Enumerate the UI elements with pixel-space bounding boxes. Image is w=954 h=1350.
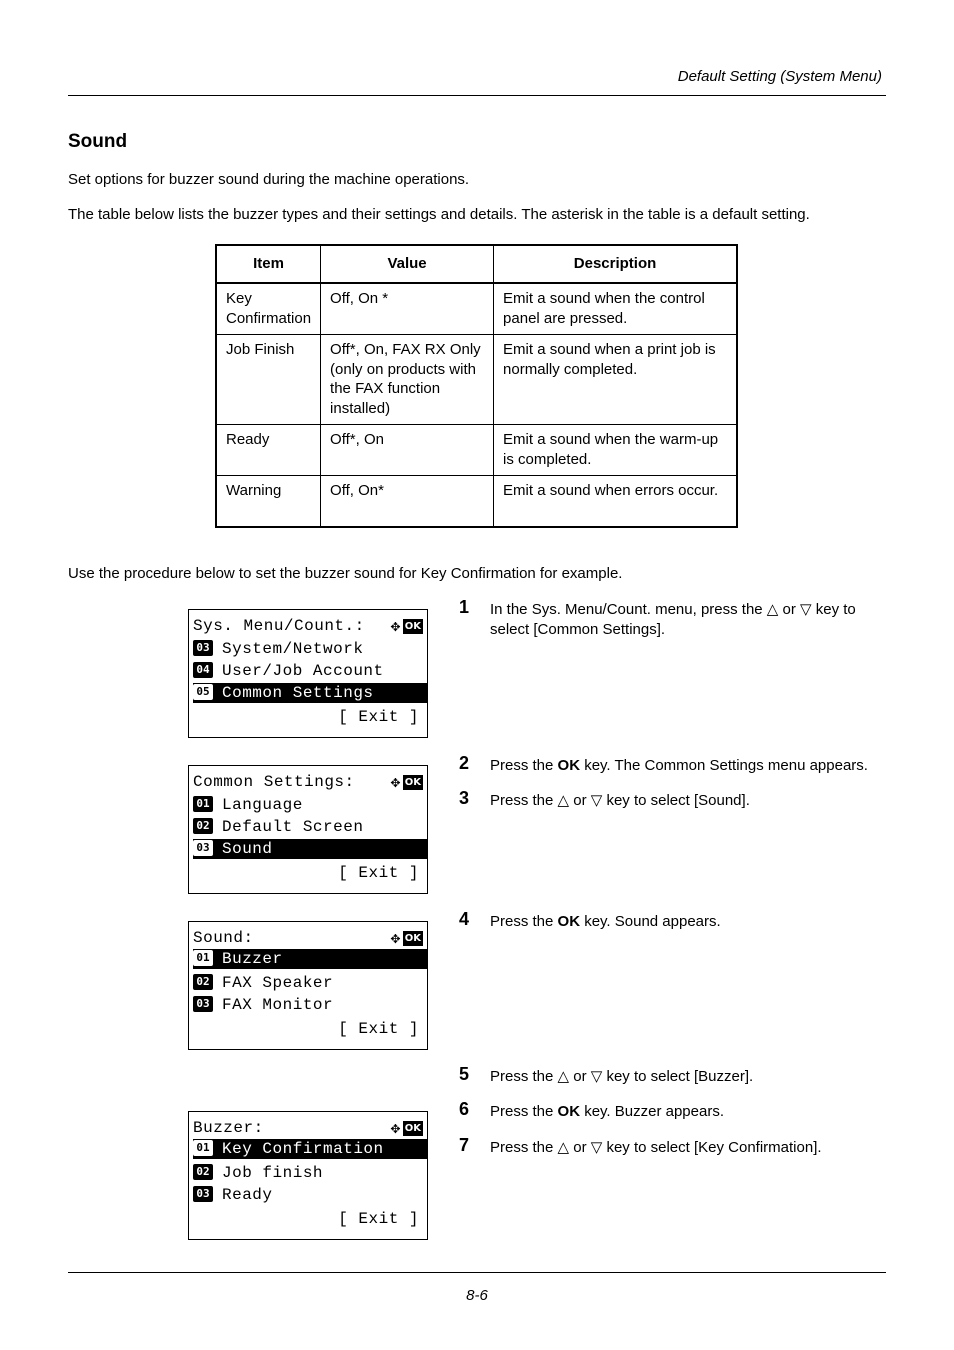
- table-cell: Off*, On, FAX RX Only (only on products with the FAX function installed): [321, 335, 494, 425]
- item-number-icon: 03: [193, 640, 213, 656]
- step-number: 2: [459, 753, 470, 773]
- lcd-title: Common Settings:: [193, 773, 355, 791]
- table-row: [216, 335, 737, 425]
- lcd-menu-item: 02 Default Screen: [193, 817, 427, 837]
- item-number-icon: 03: [193, 840, 213, 856]
- lcd-menu-item: 03 FAX Monitor: [193, 995, 427, 1015]
- procedure-intro: Use the procedure below to set the buzzer sound for Key Confirmation for example.: [68, 565, 623, 582]
- header-rule: [68, 95, 886, 96]
- table-row: [216, 283, 737, 335]
- running-header: Default Setting (System Menu): [677, 68, 882, 85]
- lcd-menu-item-selected: 05 Common Settings: [193, 683, 427, 703]
- page-number: 8-6: [466, 1287, 488, 1304]
- item-number-icon: 03: [193, 996, 213, 1012]
- item-number-icon: 01: [193, 1140, 213, 1156]
- lcd-menu-item-selected: 01 Buzzer: [193, 949, 427, 969]
- table-cell: Emit a sound when the control panel are pressed.: [494, 283, 737, 335]
- lcd-screen-common-settings: [188, 765, 428, 894]
- item-number-icon: 02: [193, 1164, 213, 1180]
- table-cell: Warning: [216, 476, 321, 527]
- lcd-menu-item-selected: 03 Sound: [193, 839, 427, 859]
- table-row: [216, 425, 737, 476]
- lcd-exit-softkey: [ Exit ]: [338, 1210, 419, 1228]
- table-cell: Emit a sound when errors occur.: [494, 476, 737, 527]
- item-number-icon: 02: [193, 974, 213, 990]
- table-cell: Emit a sound when a print job is normally completed.: [494, 335, 737, 425]
- item-number-icon: 01: [193, 950, 213, 966]
- step-number: 3: [459, 788, 470, 808]
- lcd-menu-item-selected: 01 Key Confirmation: [193, 1139, 427, 1159]
- column-header-item: Item: [216, 245, 321, 283]
- lcd-menu-item: 02 Job finish: [193, 1163, 427, 1183]
- table-cell: Job Finish: [216, 335, 321, 425]
- lcd-title: Buzzer:: [193, 1119, 264, 1137]
- section-title: Sound: [68, 131, 128, 152]
- lcd-screen-sys-menu: [188, 609, 428, 738]
- table-cell: Key Confirmation: [216, 283, 321, 335]
- item-number-icon: 01: [193, 796, 213, 812]
- navigation-ok-icon: ✥ OK: [390, 930, 421, 948]
- item-number-icon: 02: [193, 818, 213, 834]
- lcd-screen-buzzer: [188, 1111, 428, 1240]
- step-number: 5: [459, 1064, 470, 1084]
- table-cell: Emit a sound when the warm-up is completed.: [494, 425, 737, 476]
- intro-paragraph-1: Set options for buzzer sound during the machine operations.: [68, 171, 470, 188]
- column-header-value: Value: [321, 245, 494, 283]
- lcd-screen-sound: [188, 921, 428, 1050]
- lcd-menu-item: 02 FAX Speaker: [193, 973, 427, 993]
- footer-rule: [68, 1272, 886, 1273]
- lcd-menu-item: 01 Language: [193, 795, 427, 815]
- item-number-icon: 05: [193, 684, 213, 700]
- step-number: 4: [459, 909, 470, 929]
- table-cell: Off, On*: [321, 476, 494, 527]
- step-number: 6: [459, 1099, 470, 1119]
- lcd-title: Sound:: [193, 929, 254, 947]
- table-cell: Ready: [216, 425, 321, 476]
- lcd-exit-softkey: [ Exit ]: [338, 864, 419, 882]
- buzzer-settings-table: [215, 244, 738, 528]
- navigation-ok-icon: ✥ OK: [390, 774, 421, 792]
- table-row: [216, 476, 737, 527]
- step-number: 7: [459, 1135, 470, 1155]
- table-header-row: [216, 245, 737, 283]
- column-header-description: Description: [494, 245, 737, 283]
- lcd-exit-softkey: [ Exit ]: [338, 708, 419, 726]
- intro-paragraph-2: The table below lists the buzzer types and their settings and details. The asterisk in the table is a default setting.: [68, 206, 810, 223]
- table-cell: Off, On *: [321, 283, 494, 335]
- item-number-icon: 03: [193, 1186, 213, 1202]
- navigation-ok-icon: ✥ OK: [390, 618, 421, 636]
- lcd-menu-item: 03 System/Network: [193, 639, 427, 659]
- lcd-exit-softkey: [ Exit ]: [338, 1020, 419, 1038]
- item-number-icon: 04: [193, 662, 213, 678]
- lcd-menu-item: 04 User/Job Account: [193, 661, 427, 681]
- lcd-menu-item: 03 Ready: [193, 1185, 427, 1205]
- table-cell: Off*, On: [321, 425, 494, 476]
- navigation-ok-icon: ✥ OK: [390, 1120, 421, 1138]
- step-number: 1: [459, 597, 470, 617]
- lcd-title: Sys. Menu/Count.:: [193, 617, 365, 635]
